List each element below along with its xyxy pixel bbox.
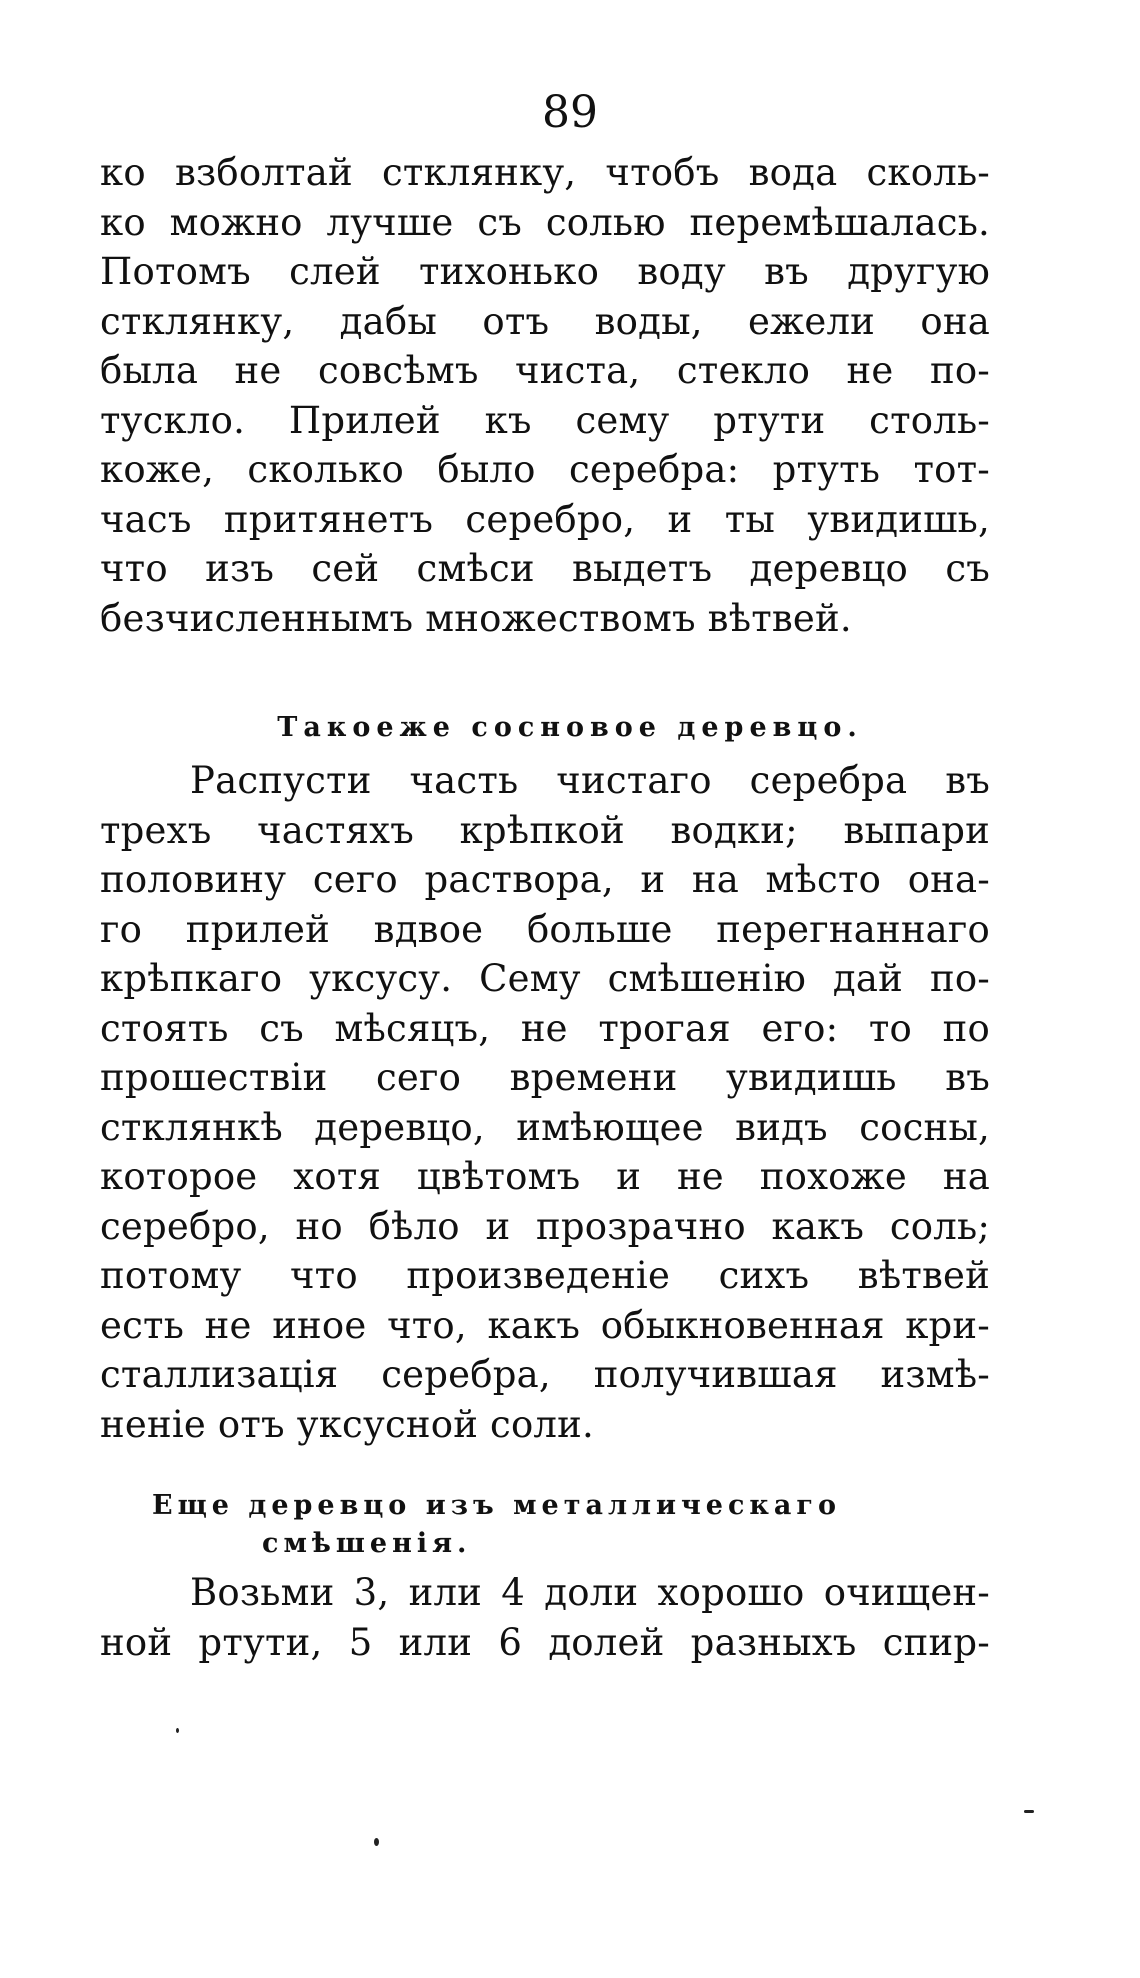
section-heading-line-1: Еще деревцо изъ металлическаго (152, 1490, 841, 1521)
text-line: сталлизація серебра, получившая измѣ- (100, 1353, 990, 1396)
text-line: Возьми 3, или 4 доли хорошо очищен- (190, 1571, 990, 1614)
text-line: ной ртути, 5 или 6 долей разныхъ спир- (100, 1620, 990, 1664)
text-line: которое хотя цвѣтомъ и не похоже на (100, 1155, 990, 1198)
text-line: неніе отъ уксусной соли. (100, 1402, 594, 1446)
text-line: тускло. Прилей къ сему ртути столь- (100, 398, 990, 442)
text-line: ко можно лучше съ солью перемѣшалась. (100, 200, 990, 244)
text-line: что изъ сей смѣси выдетъ деревцо съ (100, 547, 990, 590)
text-line: прошествіи сего времени увидишь въ (100, 1056, 990, 1099)
text-line: потому что произведеніе сихъ вѣтвей (100, 1254, 990, 1297)
scan-speck (176, 1728, 179, 1733)
text-line: Потомъ слей тихонько воду въ другую (100, 250, 990, 293)
text-line: трехъ частяхъ крѣпкой водки; выпари (100, 808, 990, 852)
page-number: 89 (542, 87, 598, 138)
text-line: была не совсѣмъ чиста, стекло не по- (100, 349, 990, 392)
text-line: половину сего раствора, и на мѣсто она- (100, 858, 990, 901)
scan-speck (374, 1838, 379, 1846)
text-line: безчисленнымъ множествомъ вѣтвей. (100, 596, 852, 640)
paragraph-1 (100, 148, 990, 643)
text-line: стклянку, дабы отъ воды, ежели она (100, 299, 990, 343)
text-line: стоять съ мѣсяцъ, не трогая его: то по (100, 1006, 990, 1050)
text-line: серебро, но бѣло и прозрачно какъ соль; (100, 1204, 990, 1248)
section-heading: Такоеже сосновое деревцо. (277, 712, 863, 743)
paragraph-2 (100, 756, 990, 1449)
text-line: стклянкѣ деревцо, имѣющее видъ сосны, (100, 1105, 990, 1149)
scan-speck (1024, 1810, 1034, 1813)
text-line: ко взболтай стклянку, чтобъ вода сколь- (100, 151, 990, 194)
section-heading-line-2: смѣшенія. (262, 1528, 472, 1559)
text-line: коже, сколько было серебра: ртуть тот- (100, 448, 990, 491)
text-line: часъ притянетъ серебро, и ты увидишь, (100, 497, 990, 541)
text-line: Распусти часть чистаго серебра въ (190, 759, 990, 802)
text-line: есть не иное что, какъ обыкновенная кри- (100, 1303, 990, 1347)
text-line: крѣпкаго уксусу. Сему смѣшенію дай по- (100, 957, 990, 1000)
text-line: го прилей вдвое больше перегнаннаго (100, 907, 990, 951)
paragraph-3 (100, 1568, 990, 1667)
